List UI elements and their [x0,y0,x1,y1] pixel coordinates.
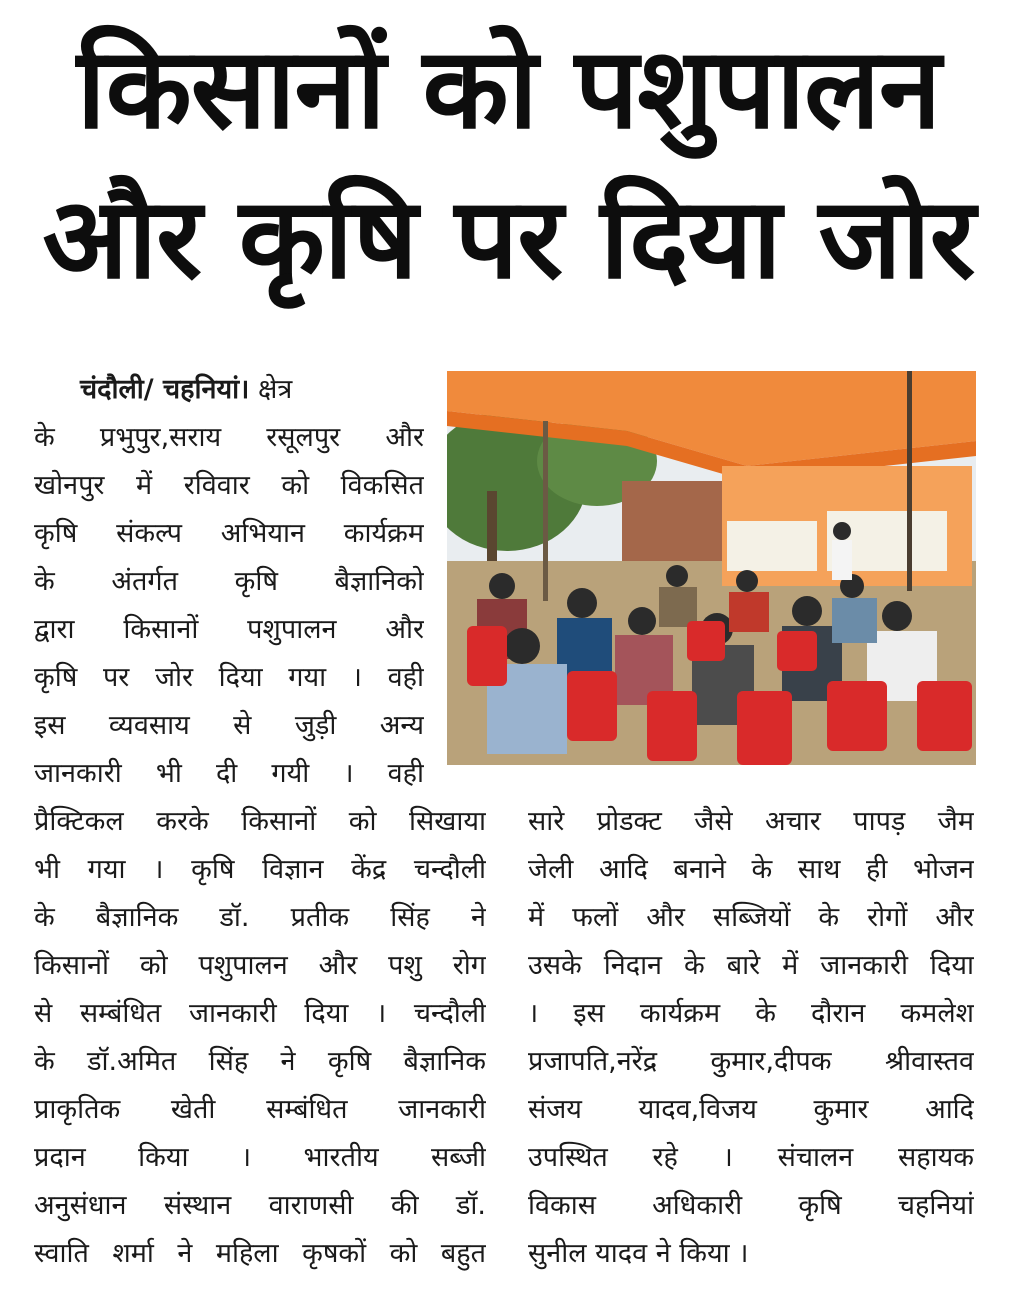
speaker-body [832,540,852,580]
article-line: जेली आदि बनाने के साथ ही भोजन [528,854,974,885]
article-line: जानकारी भी दी गयी । वही [34,758,424,789]
article-line: उसके निदान के बारे में जानकारी दिया [528,950,974,981]
article-line: अनुसंधान संस्थान वाराणसी की डॉ. [34,1190,486,1221]
tent-pole [907,371,912,591]
article-line: के डॉ.अमित सिंह ने कृषि बैज्ञानिक [34,1046,486,1077]
event-photo-illustration [447,371,976,765]
article-line: उपस्थित रहे । संचालन सहायक [528,1142,974,1173]
article-line: स्वाति शर्मा ने महिला कृषकों को बहुत [34,1238,486,1269]
headline-line-1: किसानों को पशुपालन [76,24,941,154]
article-line: संजय यादव,विजय कुमार आदि [528,1094,974,1125]
event-photo [447,371,976,765]
article-line: प्रजापति,नरेंद्र कुमार,दीपक श्रीवास्तव [528,1046,974,1077]
article-line: में फलों और सब्जियों के रोगों और [528,902,974,933]
article-line-text: क्षेत्र [249,374,293,405]
headline [20,14,997,314]
article-line: खोनपुर में रविवार को विकसित [34,470,424,501]
article-line: । इस कार्यक्रम के दौरान कमलेश [528,998,974,1029]
article-line: के बैज्ञानिक डॉ. प्रतीक सिंह ने [34,902,486,933]
article-line: के अंतर्गत कृषि बैज्ञानिको [34,566,424,597]
speaker-head [833,522,851,540]
article-line: इस व्यवसाय से जुड़ी अन्य [34,710,424,741]
banner [727,521,817,571]
tree-trunk [487,491,497,571]
tent-pole [543,421,548,601]
article-line: प्रदान किया । भारतीय सब्जी [34,1142,486,1173]
article-line: भी गया । कृषि विज्ञान केंद्र चन्दौली [34,854,486,885]
article-line: विकास अधिकारी कृषि चहनियां [528,1190,974,1221]
article-line: प्राकृतिक खेती सम्बंधित जानकारी [34,1094,486,1125]
article-line: सारे प्रोडक्ट जैसे अचार पापड़ जैम [528,806,974,837]
headline-line-2: और कृषि पर दिया जोर [42,174,975,304]
article-line: प्रैक्टिकल करके किसानों को सिखाया [34,806,486,837]
article-left-top [34,366,424,798]
dateline: चंदौली/ चहनियां। [80,374,250,405]
article-right-bottom [528,798,974,1278]
article-line: कृषि संकल्प अभियान कार्यक्रम [34,518,424,549]
article-left-bottom [34,798,486,1278]
article-line: के प्रभुपुर,सराय रसूलपुर और [34,422,424,453]
article-line: सुनील यादव ने किया । [528,1238,749,1269]
article-line: द्वारा किसानों पशुपालन और [34,614,424,645]
article-line: किसानों को पशुपालन और पशु रोग [34,950,486,981]
article-line: से सम्बंधित जानकारी दिया । चन्दौली [34,998,486,1029]
article-line: कृषि पर जोर दिया गया । वही [34,662,424,693]
article-line [34,366,424,414]
